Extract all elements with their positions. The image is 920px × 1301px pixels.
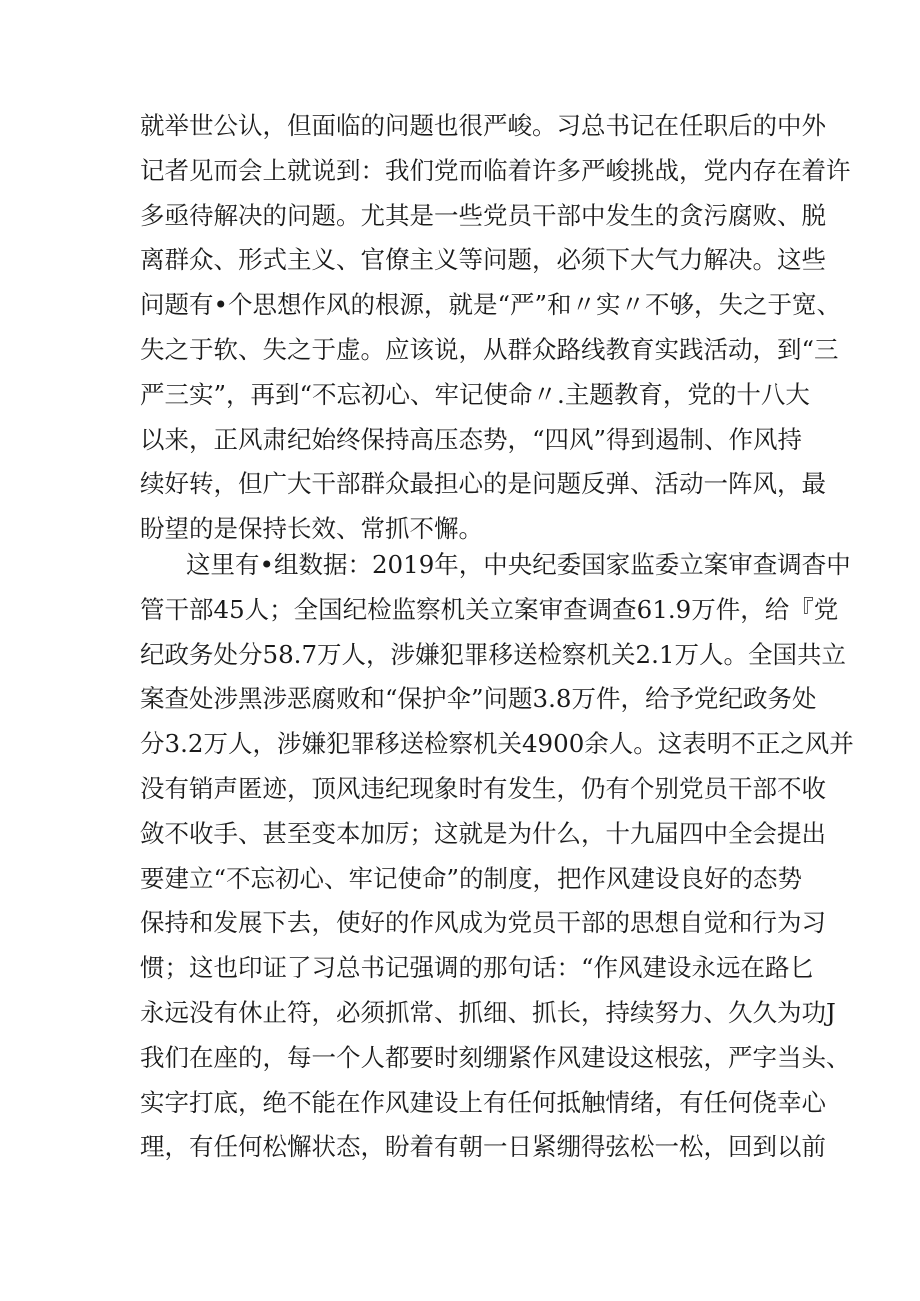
text-line: 理，有任何松懈状态，盼着有朝一日紧绷得弦松一松，回到以前 <box>140 1132 826 1162</box>
text-line: 这里有•组数据：2019年，中央纪委国家监委立案审查调杳中 <box>186 550 851 579</box>
text-line: 记者见而会上就说到：我们党而临着许多严峻挑战，党内存在着许 <box>140 155 851 185</box>
text-line: 我们在座的，每一个人都要时刻绷紧作风建设这根弦，严字当头、 <box>140 1042 851 1072</box>
text-line: 案查处涉黑涉恶腐败和“保护伞”问题3.8万件，给予党纪政务处 <box>140 684 817 714</box>
text-line: 没有销声匿迹，顶风违纪现象时有发生，仍有个别党员干部不收 <box>140 773 826 803</box>
paragraph-1 <box>140 104 851 552</box>
text-line: 实字打底，绝不能在作风建设上有任何抵触情绪，有任何侥幸心 <box>140 1087 826 1117</box>
text-line: 永远没有休止符，必须抓常、抓细、抓长，持续努力、久久为功J <box>140 997 836 1027</box>
text-line: 续好转，但广大干部群众最担心的是问题反弹、活动一阵风，最 <box>140 469 826 499</box>
text-line: 要建立“不忘初心、牢记使命”的制度，把作风建设良好的态势 <box>140 863 803 893</box>
text-line: 保持和发展下去，使好的作风成为党员干部的思想自觉和行为习 <box>140 908 826 938</box>
text-line: 以来，正风肃纪始终保持高压态势，“四风”得到遏制、作风持 <box>140 424 803 454</box>
text-line: 纪政务处分58.7万人，涉嫌犯罪移送检察机关2.1万人。全国共立 <box>140 639 847 669</box>
text-line: 敛不收手、甚至变本加厉；这就是为什么，十九届四中全会提出 <box>140 818 826 848</box>
text-line: 问题有•个思想作风的根源，就是“严”和〃实〃不够，失之于宽、 <box>140 290 841 320</box>
text-line: 就举世公认，但面临的问题也很严峻。习总书记在任职后的中外 <box>140 111 826 140</box>
text-line: 盼望的是保持长效、常抓不懈。 <box>140 514 483 544</box>
paragraph-2 <box>140 543 854 1170</box>
text-line: 惯；这也印证了习总书记强调的那句话：“作风建设永远在路匕 <box>140 953 815 983</box>
text-line: 管干部45人；全国纪检监察机关立案审查调查61.9万件，给『党 <box>140 594 839 624</box>
text-line: 失之于软、失之于虚。应该说，从群众路线教育实践活动，到“三 <box>140 334 839 364</box>
text-line: 多亟待解决的问题。尤其是一些党员干部中发生的贪污腐败、脱 <box>140 200 826 230</box>
text-line: 分3.2万人，涉嫌犯罪移送检察机关4900余人。这表明不正之风并 <box>140 729 854 759</box>
text-line: 严三实”，再到“不忘初心、牢记使命〃.主题教育，党的十八大 <box>140 379 810 409</box>
text-line: 离群众、形式主义、官僚主义等问题，必须下大气力解决。这些 <box>140 245 826 275</box>
